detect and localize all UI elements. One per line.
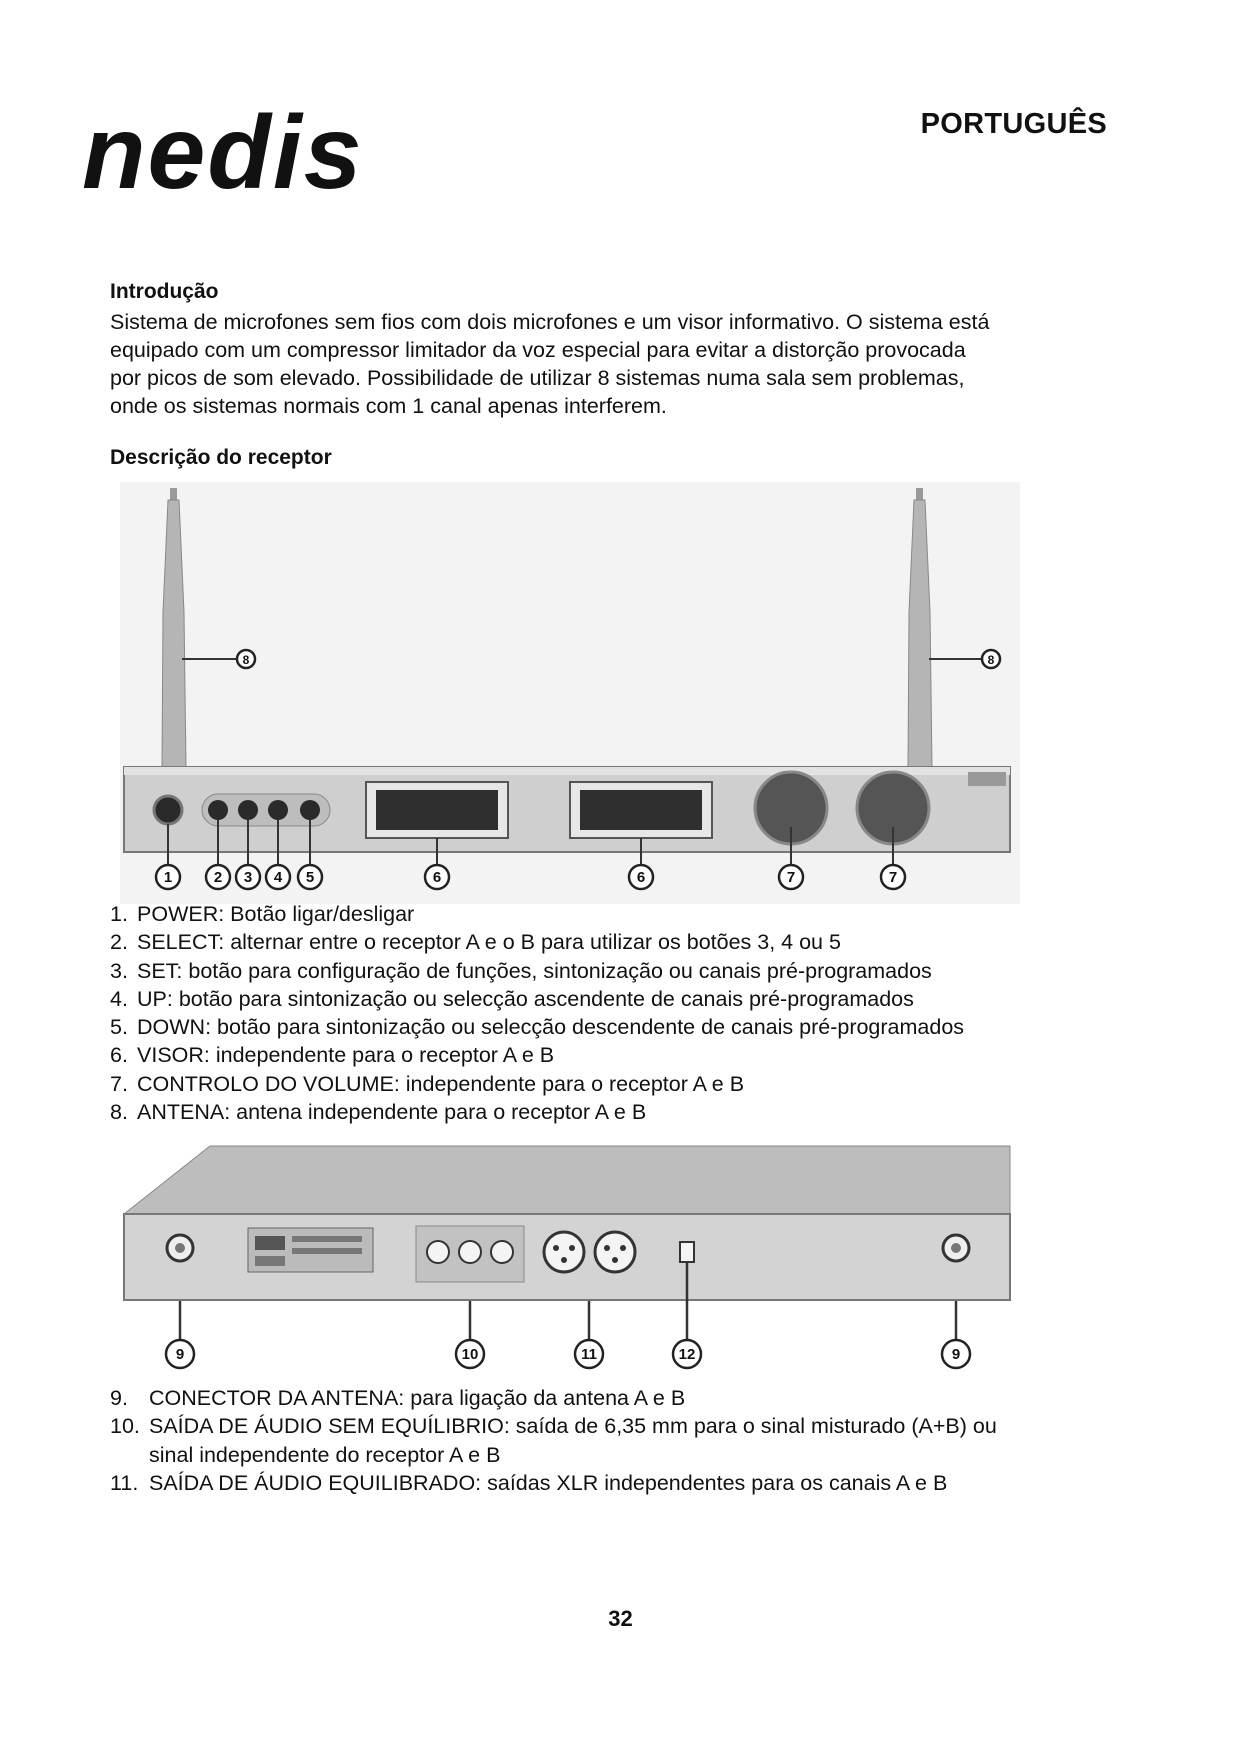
intro-line: equipado com um compressor limitador da voz especial para evitar a distorção provocada — [110, 338, 966, 362]
intro-line: onde os sistemas normais com 1 canal apenas interferem. — [110, 394, 667, 418]
front-callout: 7 — [888, 869, 898, 886]
nedis-logo — [82, 100, 462, 210]
front-callout: 1 — [163, 869, 173, 886]
selector-switch — [680, 1242, 694, 1262]
list-item: 6. VISOR: independente para o receptor A e B — [110, 1043, 555, 1068]
front-callout: 6 — [432, 869, 442, 886]
rear-callout: 10 — [461, 1346, 479, 1363]
front-callout: 2 — [213, 869, 223, 886]
select-button — [208, 800, 228, 820]
front-callout: 7 — [786, 869, 796, 886]
display-a — [376, 790, 498, 830]
receiver-front-figure — [120, 482, 1020, 904]
language-label: PORTUGUÊS — [920, 108, 1107, 140]
list-item: 8. ANTENA: antena independente para o receptor A e B — [110, 1100, 647, 1125]
list-item: 11. SAÍDA DE ÁUDIO EQUILIBRADO: saídas XLR independentes para os canais A e B — [110, 1470, 948, 1495]
list-item: 4. UP: botão para sintonização ou selecção ascendente de canais pré-programados — [110, 986, 914, 1011]
jack-output — [427, 1241, 449, 1263]
down-button — [300, 800, 320, 820]
list-item: 5. DOWN: botão para sintonização ou selecção descendente de canais pré-programados — [110, 1015, 965, 1040]
front-items-list — [110, 900, 1040, 1126]
intro-line: Sistema de microfones sem fios com dois microfones e um visor informativo. O sistema está — [110, 310, 990, 334]
jack-output — [459, 1241, 481, 1263]
list-item: 10. SAÍDA DE ÁUDIO SEM EQUÍLIBRIO: saída de 6,35 mm para o sinal misturado (A+B) ou sinal independente do receptor A e B — [110, 1414, 997, 1467]
list-item: 3. SET: botão para configuração de funções, sintonização ou canais pré-programados — [110, 958, 932, 983]
xlr-output-a — [544, 1232, 584, 1272]
intro-line: por picos de som elevado. Possibilidade de utilizar 8 sistemas numa sala sem problemas, — [110, 366, 965, 390]
rear-callout: 12 — [678, 1346, 696, 1363]
list-item: 1. POWER: Botão ligar/desligar — [110, 902, 415, 926]
jack-output — [491, 1241, 513, 1263]
receiver-rear-figure — [120, 1142, 1020, 1382]
page-number: 32 — [608, 1606, 633, 1631]
list-item: 7. CONTROLO DO VOLUME: independente para o receptor A e B — [110, 1071, 745, 1096]
front-callout: 8 — [242, 653, 250, 667]
list-item: 9. CONECTOR DA ANTENA: para ligação da antena A e B — [110, 1386, 686, 1410]
xlr-output-b — [595, 1232, 635, 1272]
front-callout: 5 — [305, 869, 315, 886]
front-callout: 3 — [243, 869, 253, 886]
intro-heading: Introdução — [110, 280, 219, 303]
front-callout: 4 — [273, 869, 283, 886]
list-item: 2. SELECT: alternar entre o receptor A e o B para utilizar os botões 3, 4 ou 5 — [110, 930, 841, 955]
set-button — [238, 800, 258, 820]
intro-paragraph — [110, 308, 1040, 420]
front-callout: 8 — [987, 653, 995, 667]
rear-callout: 11 — [581, 1346, 597, 1363]
rear-callout: 9 — [951, 1346, 961, 1363]
page-content — [110, 278, 1040, 472]
front-callout: 6 — [636, 869, 646, 886]
rear-items-list — [110, 1384, 1040, 1497]
logo-text: nedis — [82, 100, 364, 210]
power-button — [154, 796, 182, 824]
rear-callout: 9 — [175, 1346, 185, 1363]
up-button — [268, 800, 288, 820]
receiver-heading: Descrição do receptor — [110, 446, 332, 469]
display-b — [580, 790, 702, 830]
